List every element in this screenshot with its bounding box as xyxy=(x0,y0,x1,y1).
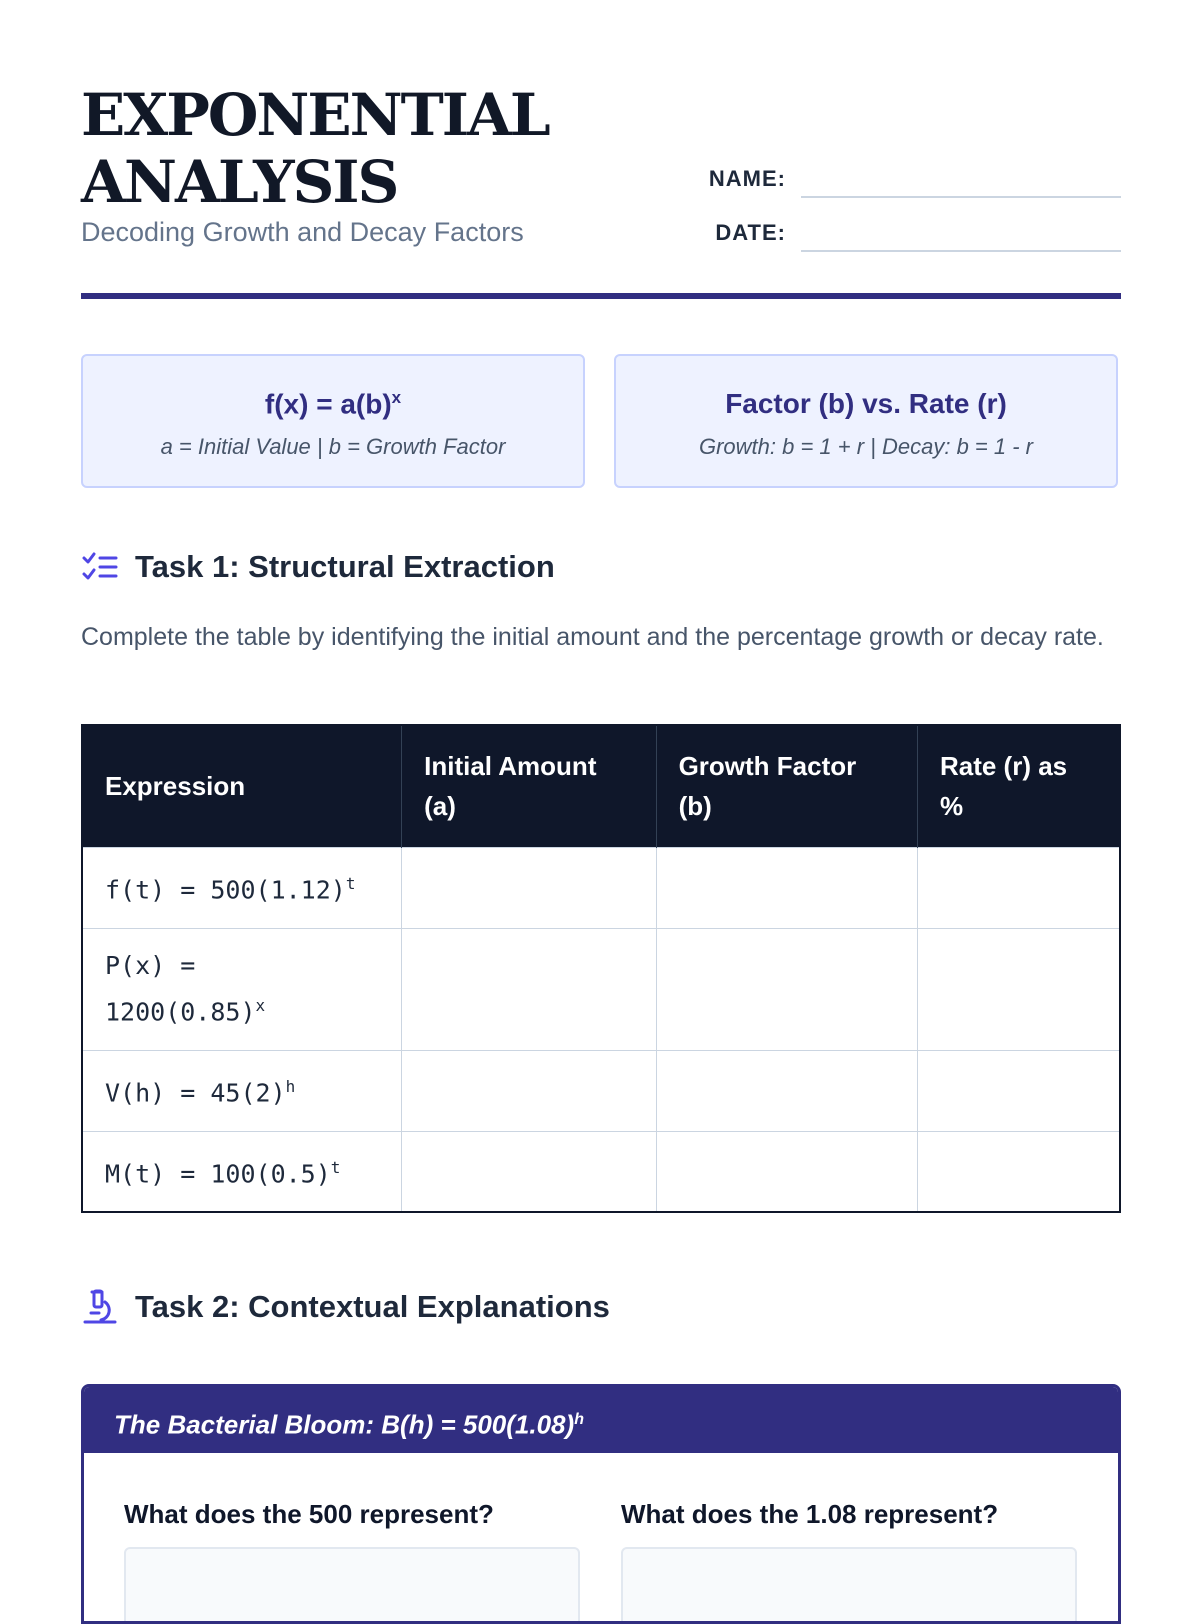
formula-base: f(x) = a(b) xyxy=(264,388,392,420)
name-field[interactable] xyxy=(701,160,1121,200)
table-header-row xyxy=(82,725,1120,847)
task2-title: Task 2: Contextual Explanations xyxy=(135,1289,610,1324)
growth-factor-cell[interactable] xyxy=(656,847,917,928)
initial-amount-cell[interactable] xyxy=(402,847,656,928)
scenario-panel xyxy=(81,1384,1121,1624)
table-row xyxy=(82,1050,1120,1131)
rate-cell[interactable] xyxy=(917,1131,1120,1212)
formula-card-title xyxy=(83,388,583,420)
initial-amount-cell[interactable] xyxy=(402,1131,656,1212)
page-subtitle: Decoding Growth and Decay Factors xyxy=(81,217,524,247)
table-row xyxy=(82,928,1120,1050)
task1-heading xyxy=(81,548,555,586)
initial-amount-cell[interactable] xyxy=(402,1050,656,1131)
page-title xyxy=(81,82,549,216)
expression-base: M(t) = 100(0.5) xyxy=(105,1159,331,1189)
column-header-rate: Rate (r) as % xyxy=(917,725,1120,847)
microscope-icon xyxy=(81,1288,119,1326)
expression-exponent: t xyxy=(330,1158,341,1178)
initial-amount-cell[interactable] xyxy=(402,928,656,1050)
date-label: DATE: xyxy=(715,220,786,245)
scenario-title-exponent: h xyxy=(574,1411,584,1428)
factor-rate-card-subtitle: Growth: b = 1 + r | Decay: b = 1 - r xyxy=(698,434,1034,459)
worksheet-page xyxy=(81,0,1121,1529)
checklist-icon xyxy=(81,548,119,586)
formula-card xyxy=(81,354,585,488)
expression-cell xyxy=(82,1050,402,1131)
worksheet-header xyxy=(81,0,1121,300)
scenario-header xyxy=(84,1387,1118,1453)
title-line-2: ANALYSIS xyxy=(81,148,398,216)
expression-base: P(x) = 1200(0.85) xyxy=(105,950,256,1027)
answer-box-1-08[interactable] xyxy=(621,1547,1077,1624)
rate-cell[interactable] xyxy=(917,928,1120,1050)
expression-cell xyxy=(82,1131,402,1212)
rate-cell[interactable] xyxy=(917,847,1120,928)
expression-exponent: h xyxy=(285,1077,296,1097)
expression-exponent: t xyxy=(345,874,356,894)
column-header-expression: Expression xyxy=(82,725,402,847)
factor-rate-card-title: Factor (b) vs. Rate (r) xyxy=(725,388,1007,419)
table-row xyxy=(82,847,1120,928)
expression-base: f(t) = 500(1.12) xyxy=(105,875,346,905)
expression-cell xyxy=(82,928,402,1050)
question-1-08: What does the 1.08 represent? xyxy=(621,1499,999,1529)
growth-factor-cell[interactable] xyxy=(656,1050,917,1131)
name-label: NAME: xyxy=(708,166,786,191)
formula-card-subtitle: a = Initial Value | b = Growth Factor xyxy=(160,434,506,460)
title-line-1: EXPONENTIAL xyxy=(81,81,549,149)
task1-instructions: Complete the table by identifying the initial amount and the percentage growth or decay rate. xyxy=(81,623,1104,651)
table-row xyxy=(82,1131,1120,1212)
answer-box-500[interactable] xyxy=(124,1547,580,1624)
date-field[interactable] xyxy=(701,214,1121,254)
growth-factor-cell[interactable] xyxy=(656,1131,917,1212)
date-line[interactable] xyxy=(801,250,1121,252)
column-header-initial-amount: Initial Amount (a) xyxy=(402,725,656,847)
task2-heading xyxy=(81,1288,610,1326)
name-line[interactable] xyxy=(801,196,1121,198)
header-divider xyxy=(81,293,1121,299)
formula-exponent: x xyxy=(391,388,402,407)
question-500: What does the 500 represent? xyxy=(124,1499,494,1529)
expression-base: V(h) = 45(2) xyxy=(105,1078,286,1108)
growth-factor-cell[interactable] xyxy=(656,928,917,1050)
rate-cell[interactable] xyxy=(917,1050,1120,1131)
scenario-title-base: The Bacterial Bloom: B(h) = 500(1.08) xyxy=(114,1409,575,1440)
extraction-table xyxy=(81,724,1121,1213)
task1-title: Task 1: Structural Extraction xyxy=(135,549,555,584)
factor-rate-card xyxy=(614,354,1118,488)
column-header-growth-factor: Growth Factor (b) xyxy=(656,725,917,847)
expression-cell xyxy=(82,847,402,928)
expression-exponent: x xyxy=(255,995,266,1015)
formula-cards xyxy=(81,354,1121,490)
